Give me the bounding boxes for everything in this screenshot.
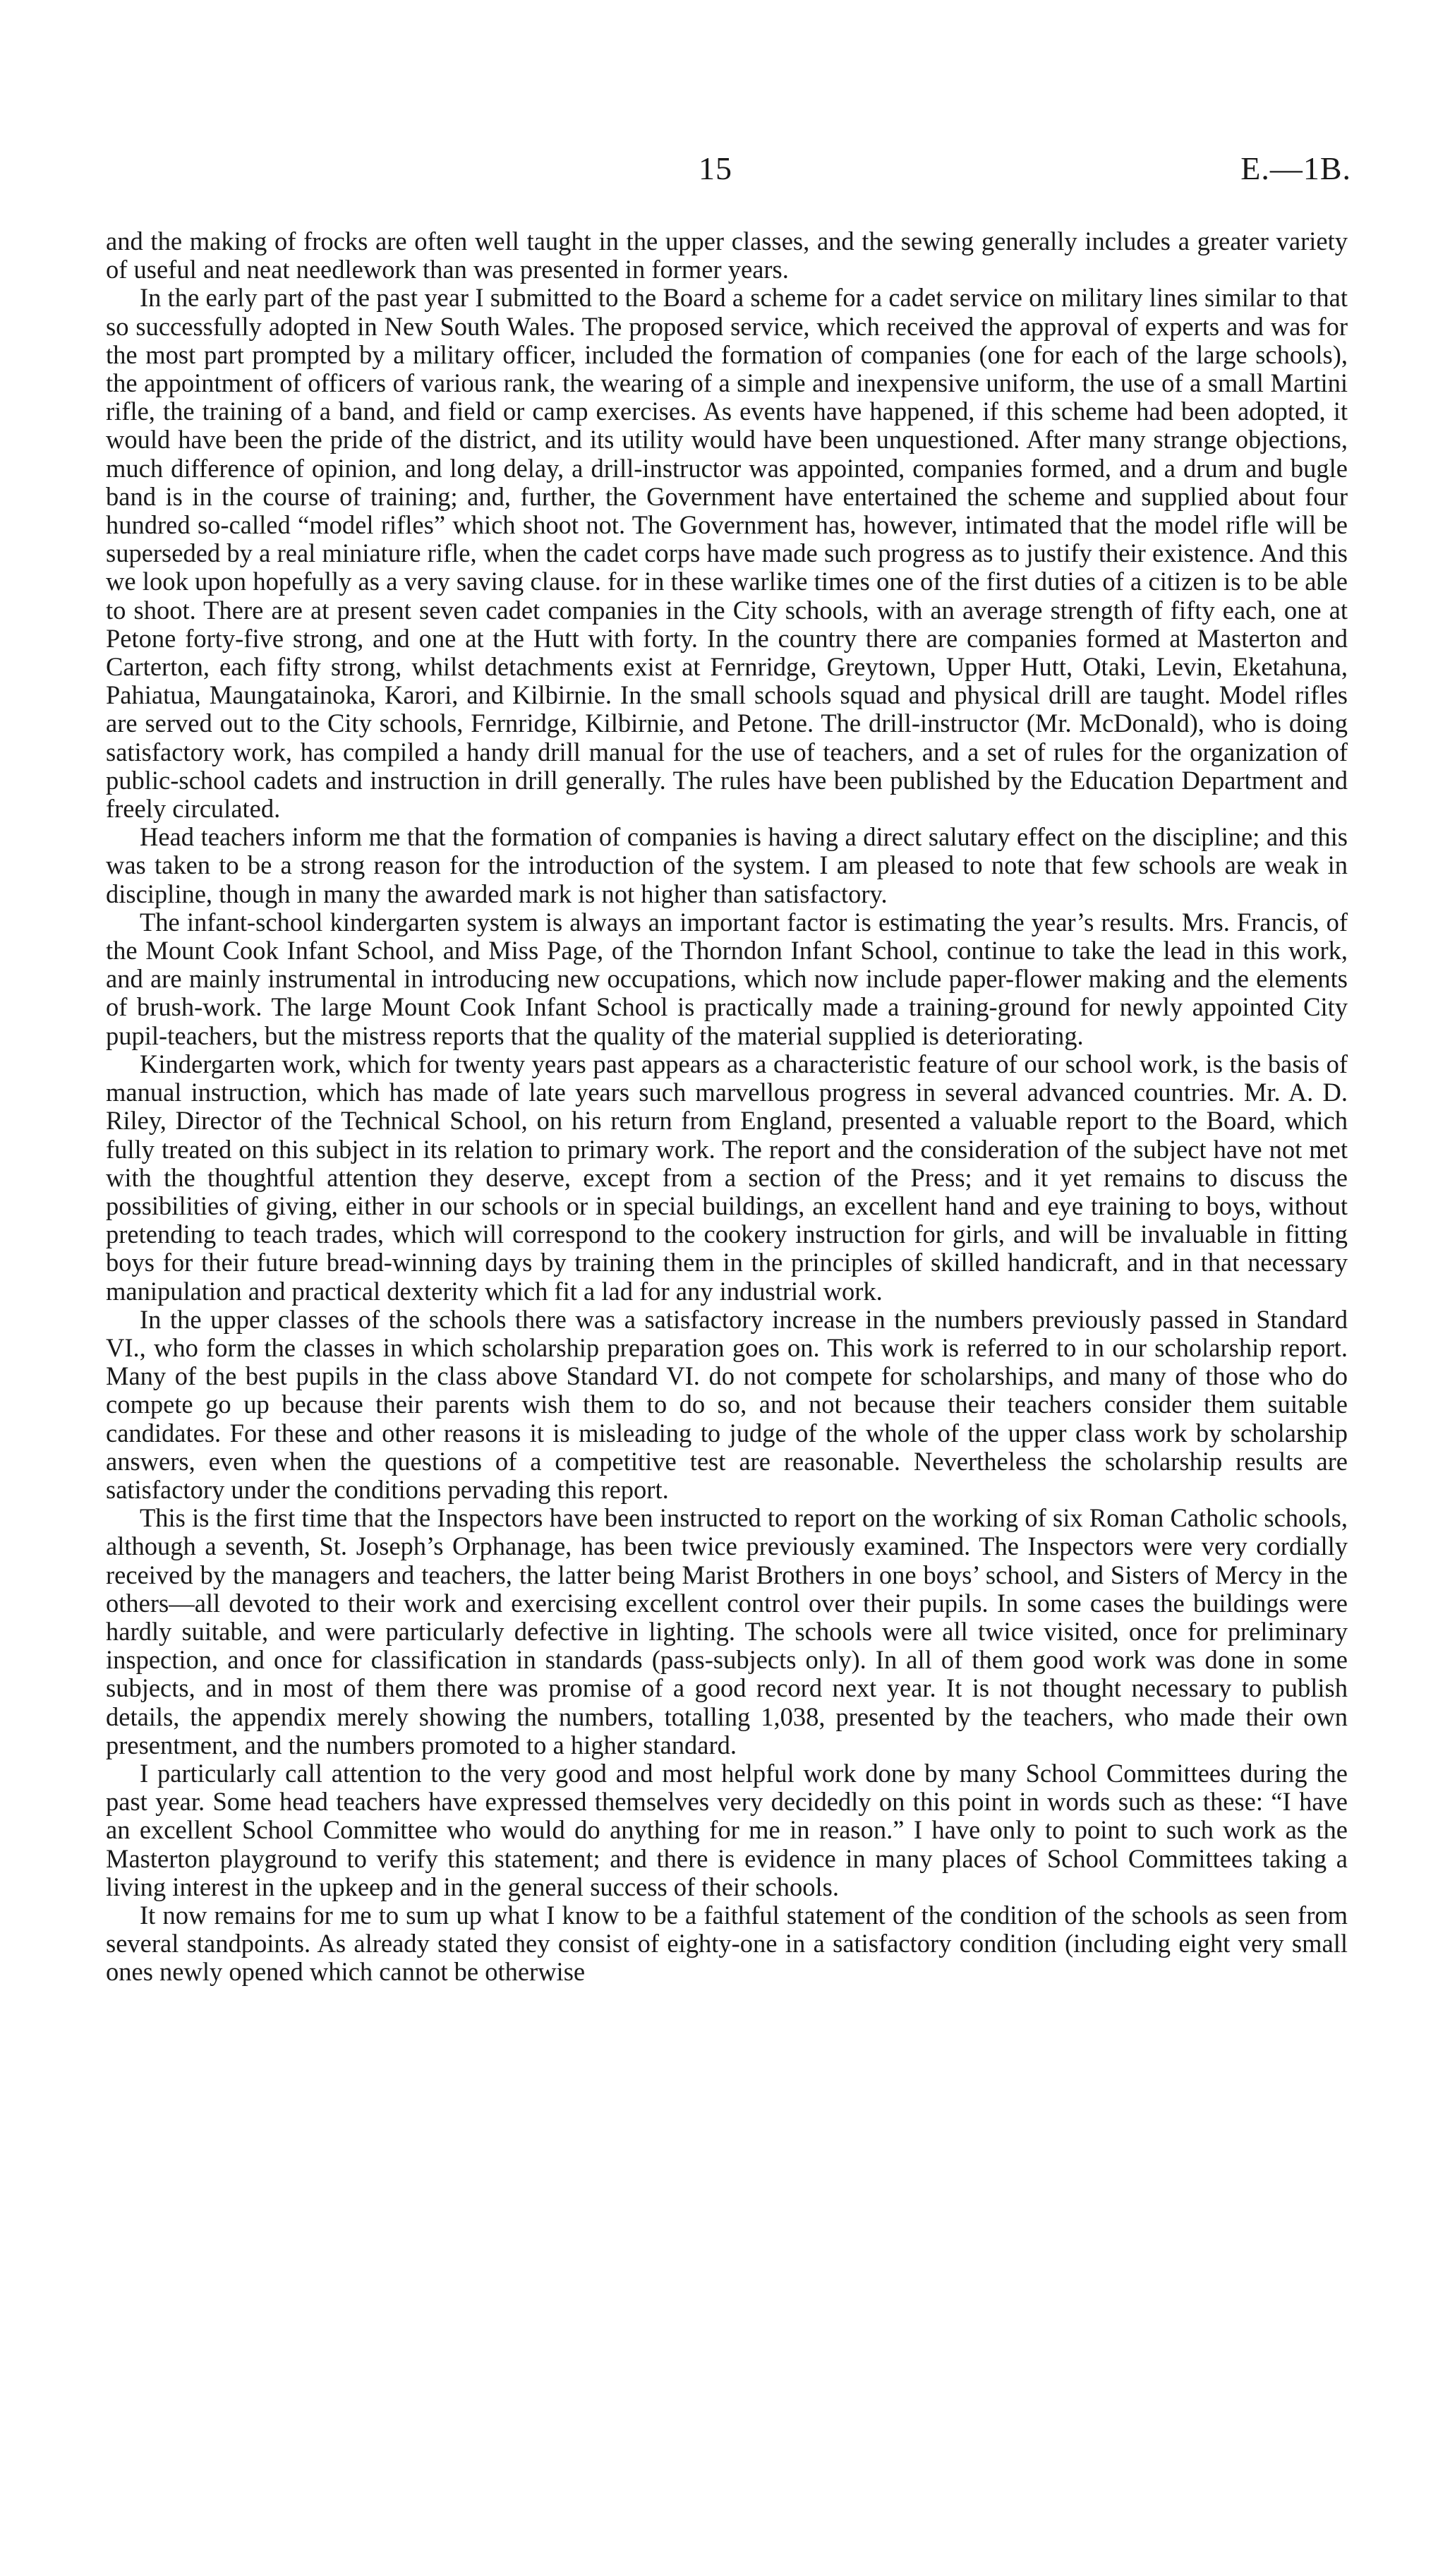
paragraph: This is the first time that the Inspectors have been instructed to report on the working of six Roman Catholic schools, although a seventh, St. Joseph’s Orphanage, has been twice previously examined. The Inspectors were very cordially received by the managers and teachers, the latter being Marist Brothers in one boys’ school, and Sisters of Mercy in the others—all devoted to their work and exercising excellent control over their pupils. In some cases the buildings were hardly suitable, and were particularly defective in lighting. The schools were all twice visited, once for preliminary inspection, and once for classification in standards (pass-subjects only). In all of them good work was done in some subjects, and in most of them there was promise of a good record next year. It is not thought necessary to publish details, the appendix merely showing the numbers, totalling 1,038, presented by the teachers, who made their own presentment, and the numbers promoted to a higher standard. (106, 1503, 1348, 1759)
paragraph: Head teachers inform me that the formation of companies is having a direct salutary effect on the discipline; and this was taken to be a strong reason for the introduction of the system. I am pleased to note that few schools are weak in discipline, though in many the awarded mark is not higher than satisfactory. (106, 822, 1348, 908)
paragraph: and the making of frocks are often well taught in the upper classes, and the sewing generally includes a greater variety of useful and neat needlework than was presented in former years. (106, 227, 1348, 284)
body-text (106, 227, 1348, 1987)
paragraph: In the early part of the past year I submitted to the Board a scheme for a cadet service on military lines similar to that so successfully adopted in New South Wales. The proposed service, which received the approval of experts and was for the most part prompted by a military officer, included the formation of companies (one for each of the large schools), the appointment of officers of various rank, the wearing of a simple and inexpensive uniform, the use of a small Martini rifle, the training of a band, and field or camp exercises. As events have happened, if this scheme had been adopted, it would have been the pride of the district, and its utility would have been unquestioned. After many strange objections, much difference of opinion, and long delay, a drill-instructor was appointed, companies formed, and a drum and bugle band is in the course of training; and, further, the Government have entertained the scheme and supplied about four hundred so-called “model rifles” which shoot not. The Government has, however, intimated that the model rifle will be superseded by a real miniature rifle, when the cadet corps have made such progress as to justify their existence. And this we look upon hopefully as a very saving clause. for in these warlike times one of the first duties of a citizen is to be able to shoot. There are at present seven cadet companies in the City schools, with an average strength of fifty each, one at Petone forty-five strong, and one at the Hutt with forty. In the country there are companies formed at Masterton and Carterton, each fifty strong, whilst detachments exist at Fernridge, Greytown, Upper Hutt, Otaki, Levin, Eketahuna, Pahiatua, Maungatainoka, Karori, and Kilbirnie. In the small schools squad and physical drill are taught. Model rifles are served out to the City schools, Fernridge, Kilbirnie, and Petone. The drill-instructor (Mr. McDonald), who is doing satisfactory work, has compiled a handy drill manual for the use of teachers, and a set of rules for the organization of public-school cadets and instruction in drill generally. The rules have been published by the Education Department and freely circulated. (106, 283, 1348, 824)
document-reference: E.—1B. (1240, 150, 1351, 186)
paragraph: In the upper classes of the schools there was a satisfactory increase in the numbers previously passed in Standard VI., who form the classes in which scholarship preparation goes on. This work is referred to in our scholarship report. Many of the best pupils in the class above Standard VI. do not compete for scholarships, and many of those who do compete go up because their parents wish them to do so, and not because their teachers consider them suitable candidates. For these and other reasons it is misleading to judge of the whole of the upper class work by scholarship answers, even when the questions of a competitive test are reasonable. Nevertheless the scholarship results are satisfactory under the conditions pervading this report. (106, 1304, 1348, 1504)
paragraph: It now remains for me to sum up what I know to be a faithful statement of the condition of the schools as seen from several standpoints. As already stated they consist of eighty-one in a satisfactory condition (including eight very small ones newly opened which cannot be otherwise (106, 1900, 1348, 1987)
paragraph: I particularly call attention to the very good and most helpful work done by many School Committees during the past year. Some head teachers have expressed themselves very decidedly on this point in words such as these: “I have an excellent School Committee who would do anything for me in reason.” I have only to point to such work as the Masterton playground to verify this statement; and there is evidence in many places of School Committees taking a living interest in the upkeep and in the general success of their schools. (106, 1758, 1348, 1901)
paragraph: Kindergarten work, which for twenty years past appears as a characteristic feature of our school work, is the basis of manual instruction, which has made of late years such marvellous progress in several advanced countries. Mr. A. D. Riley, Director of the Technical School, on his return from England, presented a valuable report to the Board, which fully treated on this subject in its relation to primary work. The report and the consideration of the subject have not met with the thoughtful attention they deserve, except from a section of the Press; and it yet remains to discuss the possibilities of giving, either in our schools or in special buildings, an excellent hand and eye training to boys, without pretending to teach trades, which will correspond to the cookery instruction for girls, and will be invaluable in fitting boys for their future bread-winning days by training them in the principles of skilled handicraft, and in that necessary manipulation and practical dexterity which fit a lad for any industrial work. (106, 1049, 1348, 1306)
paragraph: The infant-school kindergarten system is always an important factor is estimating the year’s results. Mrs. Francis, of the Mount Cook Infant School, and Miss Page, of the Thorndon Infant School, continue to take the lead in this work, and are mainly instrumental in introducing new occupations, which now include paper-flower making and the elements of brush-work. The large Mount Cook Infant School is practically made a training-ground for newly appointed City pupil-teachers, but the mistress reports that the quality of the material supplied is deteriorating. (106, 907, 1348, 1050)
page-number: 15 (699, 150, 732, 186)
